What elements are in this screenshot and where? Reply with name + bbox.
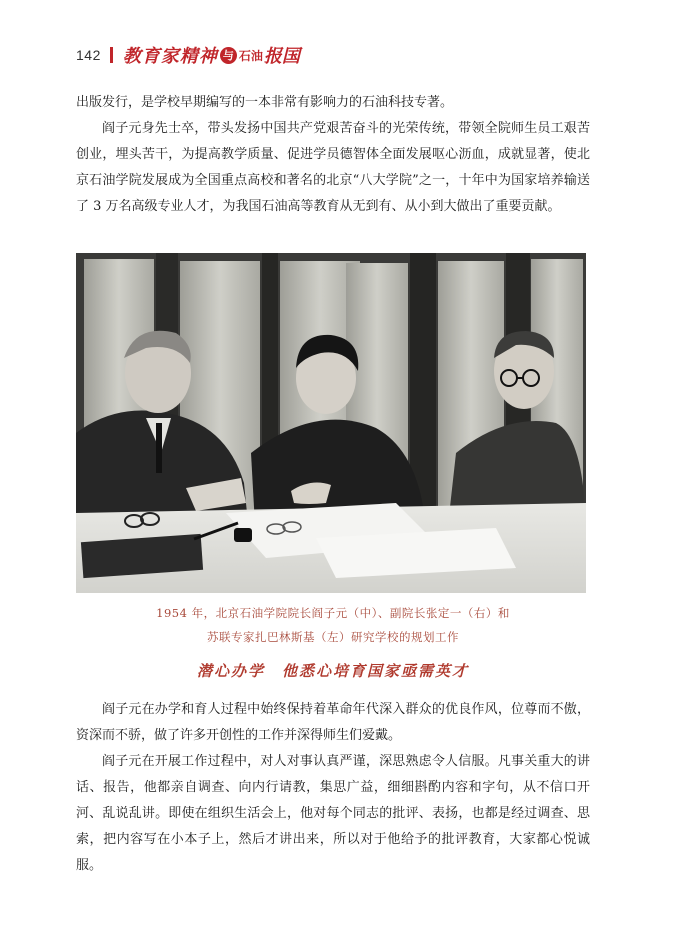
book-title-part2: 石油 <box>238 48 263 63</box>
page-number: 142 <box>76 47 101 63</box>
section-paragraph-2: 阎子元在开展工作过程中，对人对事认真严谨，深思熟虑令人信服。凡事关重大的讲话、报告，他都亲自调查、向内行请教，集思广益，细细斟酌内容和字句，从不信口开河、乱说乱讲。即使在组织生活会上，他对每个同志的批评、表扬，也都是经过调查、思索，把内容写在小本子上，然后才讲出来，所以对于他给予的批评教育，大家都心悦诚服。 <box>76 754 590 873</box>
book-title-logo <box>123 42 300 68</box>
book-title-part1: 教育家精神 <box>122 46 218 67</box>
section-paragraph-1: 阎子元在办学和育人过程中始终保持着革命年代深入群众的优良作风，位尊而不傲，资深而不骄，做了许多开创性的工作并深得师生们爱戴。 <box>76 702 590 743</box>
section-heading: 潜心办学 他悉心培育国家亟需英才 <box>196 662 469 680</box>
running-header <box>76 44 300 66</box>
photo-caption-line-2: 苏联专家扎巴林斯基（左）研究学校的规划工作 <box>207 630 459 644</box>
book-title-connector: 与 <box>220 47 237 64</box>
intro-paragraph-continued: 出版发行，是学校早期编写的一本非常有影响力的石油科技专著。 <box>76 95 454 110</box>
table-with-papers <box>76 503 586 593</box>
historic-photo <box>76 253 586 593</box>
intro-paragraph: 阎子元身先士卒，带头发扬中国共产党艰苦奋斗的光荣传统，带领全院师生员工艰苦创业，埋头苦干，为提高教学质量、促进学员德智体全面发展呕心沥血，成就显著，使北京石油学院发展成为全国重点高校和著名的北京“八大学院”之一，十年中为国家培养输送了 3 万名高级专业人才，为我国石油高等教育从无到有、从小到大做出了重要贡献。 <box>76 121 590 214</box>
header-divider <box>110 47 113 63</box>
book-title-part3: 报国 <box>263 46 300 67</box>
photo-caption-line-1: 1954 年，北京石油学院院长阎子元（中）、副院长张定一（右）和 <box>156 606 510 620</box>
